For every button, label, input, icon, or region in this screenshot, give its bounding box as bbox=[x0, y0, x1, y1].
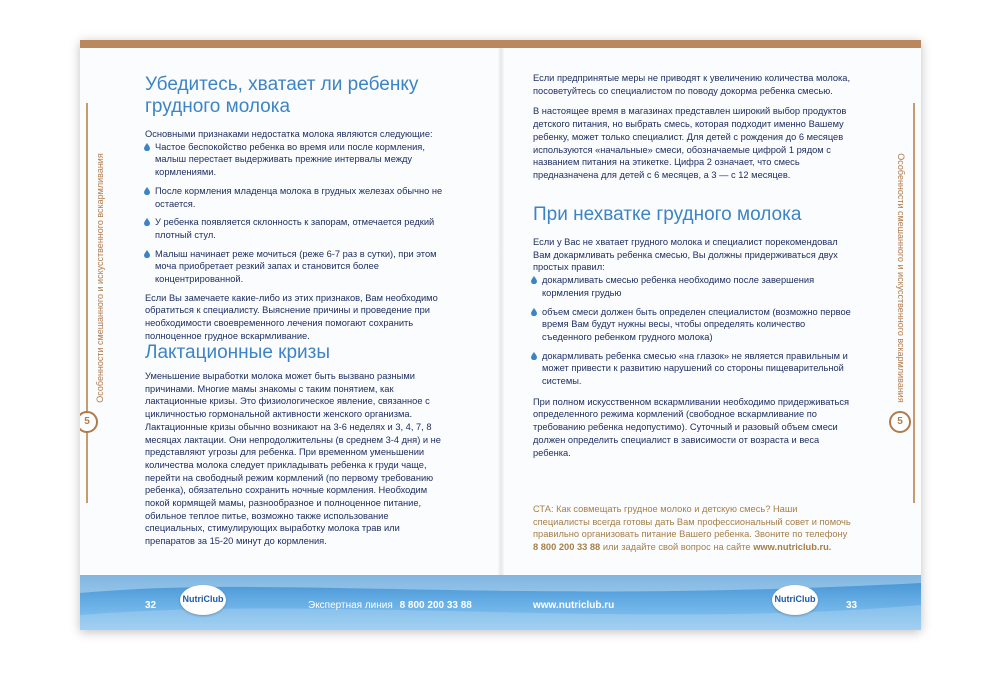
right-paragraph-1: Если предпринятые меры не приводят к увеличению количества молока, посоветуйтесь со специалистом по поводу докорма ребенка смесью. bbox=[533, 73, 851, 96]
right-heading: При нехватке грудного молока bbox=[533, 204, 802, 225]
drop-bullet-icon bbox=[144, 218, 150, 226]
left-side-tab bbox=[84, 103, 116, 503]
drop-bullet-icon bbox=[144, 143, 150, 151]
hotline-label: Экспертная линия bbox=[308, 600, 393, 611]
left-bullet-list bbox=[144, 141, 445, 286]
cta-text: СТА: Как совмещать грудное молоко и детскую смесь? Наши специалисты всегда готовы дать Вам профессиональный совет и помочь правильно организовать питание Вашего ребенка. Звоните по телефону bbox=[533, 504, 851, 540]
list-item: Частое беспокойство ребенка во время или после кормления, малыш перестает выдерживать прежние интервалы между кормлениями. bbox=[144, 141, 445, 179]
hotline bbox=[308, 600, 472, 611]
right-intro: Если у Вас не хватает грудного молока и специалист порекомендовал Вам докармливать ребенка смесью, Вы должны придерживаться двух простых правил: bbox=[533, 237, 838, 273]
list-item: докармливать смесью ребенка необходимо после завершения кормления грудью bbox=[531, 274, 853, 299]
hotline-number[interactable]: 8 800 200 33 88 bbox=[399, 600, 472, 611]
list-item: У ребенка появляется склонность к запорам, отмечается редкий плотный стул. bbox=[144, 216, 445, 241]
right-page bbox=[501, 48, 921, 630]
right-paragraph-2: В настоящее время в магазинах представлен широкий выбор продуктов детского питания, но выбрать смесь, которая подходит именно Вашему ребенку, может только специалист. Для детей с рождения до 6 месяцев используются «начальные» смеси, обозначаемые цифрой 1 рядом с названием питания на этикетке. Цифра 2 означает, что смесь предназначена для детей с 6 месяцев, а 3 — с 12 месяцев. bbox=[533, 106, 847, 180]
list-item: Малыш начинает реже мочиться (реже 6-7 раз в сутки), при этом моча приобретает резкий запах и становится более концентрированной. bbox=[144, 248, 445, 286]
footer-website[interactable] bbox=[533, 600, 614, 611]
website-link[interactable]: www.nutriclub.ru bbox=[533, 600, 615, 611]
left-page-number: 32 bbox=[145, 600, 157, 611]
left-paragraph-2: Уменьшение выработки молока может быть вызвано разными причинами. Многие мамы знакомы с таким понятием, как лактационные кризы. Это физиологическое явление, связанное с цикличностью гормональной активности женского организма. Лактационные кризы обычно возникают на 3-6 неделях и 3, 4, 7, 8 месяцах лактации. Они непродолжительны (в среднем 3-4 дня) и не представляют угрозы для ребенка. При временном уменьшении количества молока следует прикладывать ребенка к груди чаще, перейти на свободный режим кормлений (по первому требованию ребенка), обязательно сохранить ночные кормления. Необходим покой кормящей мамы, разнообразное и полноценное питание, обильное теплое питье, возможно также использование специальных, стимулирующих выработку молока трав или препаратов за 15-20 минут до кормления. bbox=[145, 371, 441, 547]
left-heading-2: Лактационные кризы bbox=[145, 342, 331, 363]
logo-text: NutriClub bbox=[182, 594, 224, 604]
right-side-text: Особенности смешанного и искусственного вскармливания bbox=[896, 153, 906, 403]
drop-bullet-icon bbox=[144, 187, 150, 195]
drop-bullet-icon bbox=[144, 250, 150, 258]
left-heading-1: Убедитесь, хватает ли ребенку грудного молока bbox=[145, 74, 419, 117]
right-page-number: 33 bbox=[846, 600, 858, 611]
cta-text-2: или задайте свой вопрос на сайте bbox=[602, 542, 751, 553]
left-paragraph-1: Если Вы замечаете какие-либо из этих признаков, Вам необходимо обратиться к специалисту. Выяснение причины и проведение при необходимости своевременного лечения помогают сохранить полноценное грудное вскармливание. bbox=[145, 292, 438, 341]
list-item: объем смеси должен быть определен специалистом (возможно первое время Вам будут нужны весы, чтобы определять количество съеденного ребенком грудного молока) bbox=[531, 306, 853, 344]
right-side-tab bbox=[885, 103, 917, 503]
logo-text: NutriClub bbox=[774, 594, 816, 604]
left-intro: Основными признаками недостатка молока являются следующие: bbox=[145, 129, 433, 139]
drop-bullet-icon bbox=[531, 276, 537, 284]
drop-bullet-icon bbox=[531, 352, 537, 360]
cta-block bbox=[533, 503, 855, 554]
left-chapter-badge: 5 bbox=[80, 411, 98, 433]
right-paragraph-3: При полном искусственном вскармливании необходимо придерживаться определенного режима кормлений (свободное вскармливание по требованию ребенка недопустимо). Суточный и разовый объем смеси должен определить специалист в зависимости от возраста и веса ребенка. bbox=[533, 396, 850, 458]
side-tab-line bbox=[86, 103, 88, 503]
brochure-spread bbox=[80, 40, 921, 630]
left-logo bbox=[180, 585, 226, 615]
left-side-text: Особенности смешанного и искусственного вскармливания bbox=[95, 153, 105, 403]
drop-bullet-icon bbox=[531, 308, 537, 316]
list-item: докармливать ребенка смесью «на глазок» не является правильным и может привести к развитию нарушений со стороны пищеварительной системы. bbox=[531, 350, 853, 388]
right-logo bbox=[772, 585, 818, 615]
cta-phone: 8 800 200 33 88 bbox=[533, 542, 601, 553]
side-tab-line bbox=[913, 103, 915, 503]
right-chapter-badge: 5 bbox=[889, 411, 911, 433]
cta-site-link[interactable]: www.nutriclub.ru. bbox=[753, 542, 832, 553]
list-item: После кормления младенца молока в грудных железах обычно не остается. bbox=[144, 185, 445, 210]
left-page bbox=[80, 48, 500, 630]
top-bar bbox=[80, 40, 921, 48]
right-bullet-list bbox=[531, 274, 853, 388]
